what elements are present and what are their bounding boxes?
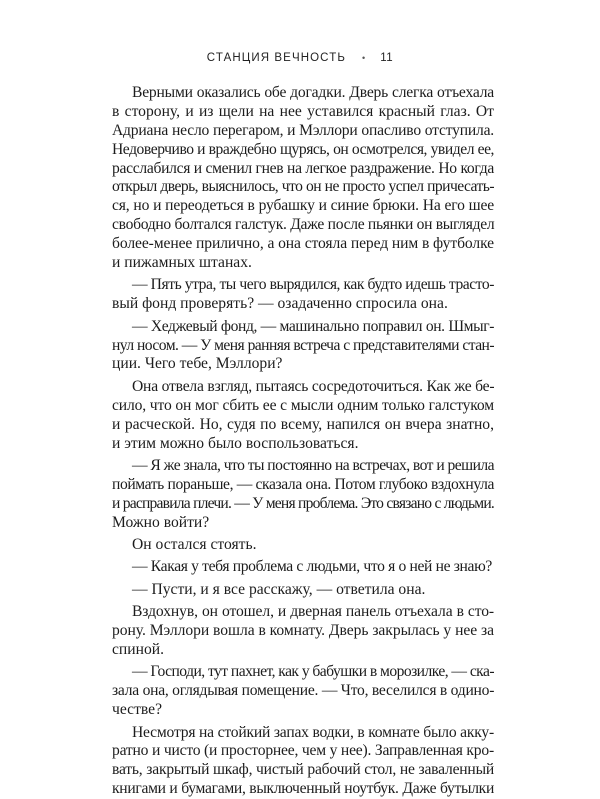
text-line: и расческой. Но, судя по всему, напился он вчера знатно, bbox=[112, 415, 494, 433]
text-line: Адриана несло перегаром, и Мэллори опасливо отступила. bbox=[112, 121, 494, 139]
text-line: ции. Чего тебе, Мэллори? bbox=[112, 355, 283, 373]
body-text bbox=[112, 84, 494, 799]
text-line: и расправила плечи. — У меня проблема. Это связано с людьми. bbox=[112, 494, 494, 512]
text-line: рону. Мэллори вошла в комнату. Дверь закрылась у нее за bbox=[112, 622, 494, 640]
text-line: Недоверчиво и враждебно щурясь, он осмотрелся, увидел ее, bbox=[112, 140, 494, 158]
text-line: расслабился и сменил гнев на легкое раздражение. Но когда bbox=[112, 159, 494, 177]
book-title: СТАНЦИЯ ВЕЧНОСТЬ bbox=[206, 52, 346, 64]
text-line: — Какая у тебя проблема с людьми, что я о ней не знаю? bbox=[132, 558, 492, 576]
header-separator: • bbox=[361, 53, 367, 63]
running-header bbox=[0, 52, 600, 64]
text-line: — Я же знала, что ты постоянно на встречах, вот и решила bbox=[132, 456, 494, 474]
text-line: вать, закрытый шкаф, чистый рабочий стол, не заваленный bbox=[112, 761, 494, 779]
text-line: в сторону, и из щели на нее уставился красный глаз. От bbox=[112, 102, 494, 120]
text-line: Несмотря на стойкий запах водки, в комнате было акку- bbox=[132, 723, 494, 741]
text-line: вый фонд проверять? — озадаченно спросила она. bbox=[112, 295, 448, 313]
text-line: ся, но и переодеться в рубашку и синие брюки. На его шее bbox=[112, 197, 494, 215]
text-line: открыл дверь, выяснилось, что он не просто успел причесать- bbox=[112, 178, 494, 196]
text-line: — Пять утра, ты чего вырядился, как будто идешь трасто- bbox=[132, 276, 494, 294]
text-line: Она отвела взгляд, пытаясь сосредоточиться. Как же бе- bbox=[132, 377, 495, 395]
text-line: честве? bbox=[112, 701, 163, 719]
text-line: зала она, оглядывая помещение. — Что, веселился в одино- bbox=[112, 682, 495, 700]
text-line: — Пусти, и я все расскажу, — ответила она. bbox=[132, 580, 426, 598]
text-line: и этим можно было воспользоваться. bbox=[112, 434, 359, 452]
text-line: более-менее прилично, а она стояла перед ним в футболке bbox=[112, 235, 494, 253]
text-line: книгами и бумагами, выключенный ноутбук. Даже бутылки bbox=[112, 780, 494, 798]
text-line: Можно войти? bbox=[112, 513, 210, 531]
text-line: сило, что он мог сбить ее с мысли одним только галстуком bbox=[112, 396, 494, 414]
text-line: нул носом. — У меня ранняя встреча с представителями стан- bbox=[112, 336, 494, 354]
page-number: 11 bbox=[380, 52, 394, 64]
text-line: спиной. bbox=[112, 640, 164, 658]
text-line: — Господи, тут пахнет, как у бабушки в морозилке, — ска- bbox=[132, 663, 494, 681]
text-line: Вздохнув, он отошел, и дверная панель отъехала в сто- bbox=[132, 603, 494, 621]
text-line: Верными оказались обе догадки. Дверь слегка отъехала bbox=[132, 84, 494, 101]
text-line: ратно и чисто (и просторнее, чем у нее). Заправленная кро- bbox=[112, 742, 494, 760]
text-line: поймать пораньше, — сказала она. Потом глубоко вздохнула bbox=[112, 475, 494, 493]
text-line: Он остался стоять. bbox=[132, 535, 257, 553]
text-line: и пижамных штанах. bbox=[112, 254, 252, 272]
text-line: свободно болтался галстук. Даже после пьянки он выглядел bbox=[112, 216, 495, 234]
text-line: — Хеджевый фонд, — машинально поправил он. Шмыг- bbox=[132, 317, 494, 335]
